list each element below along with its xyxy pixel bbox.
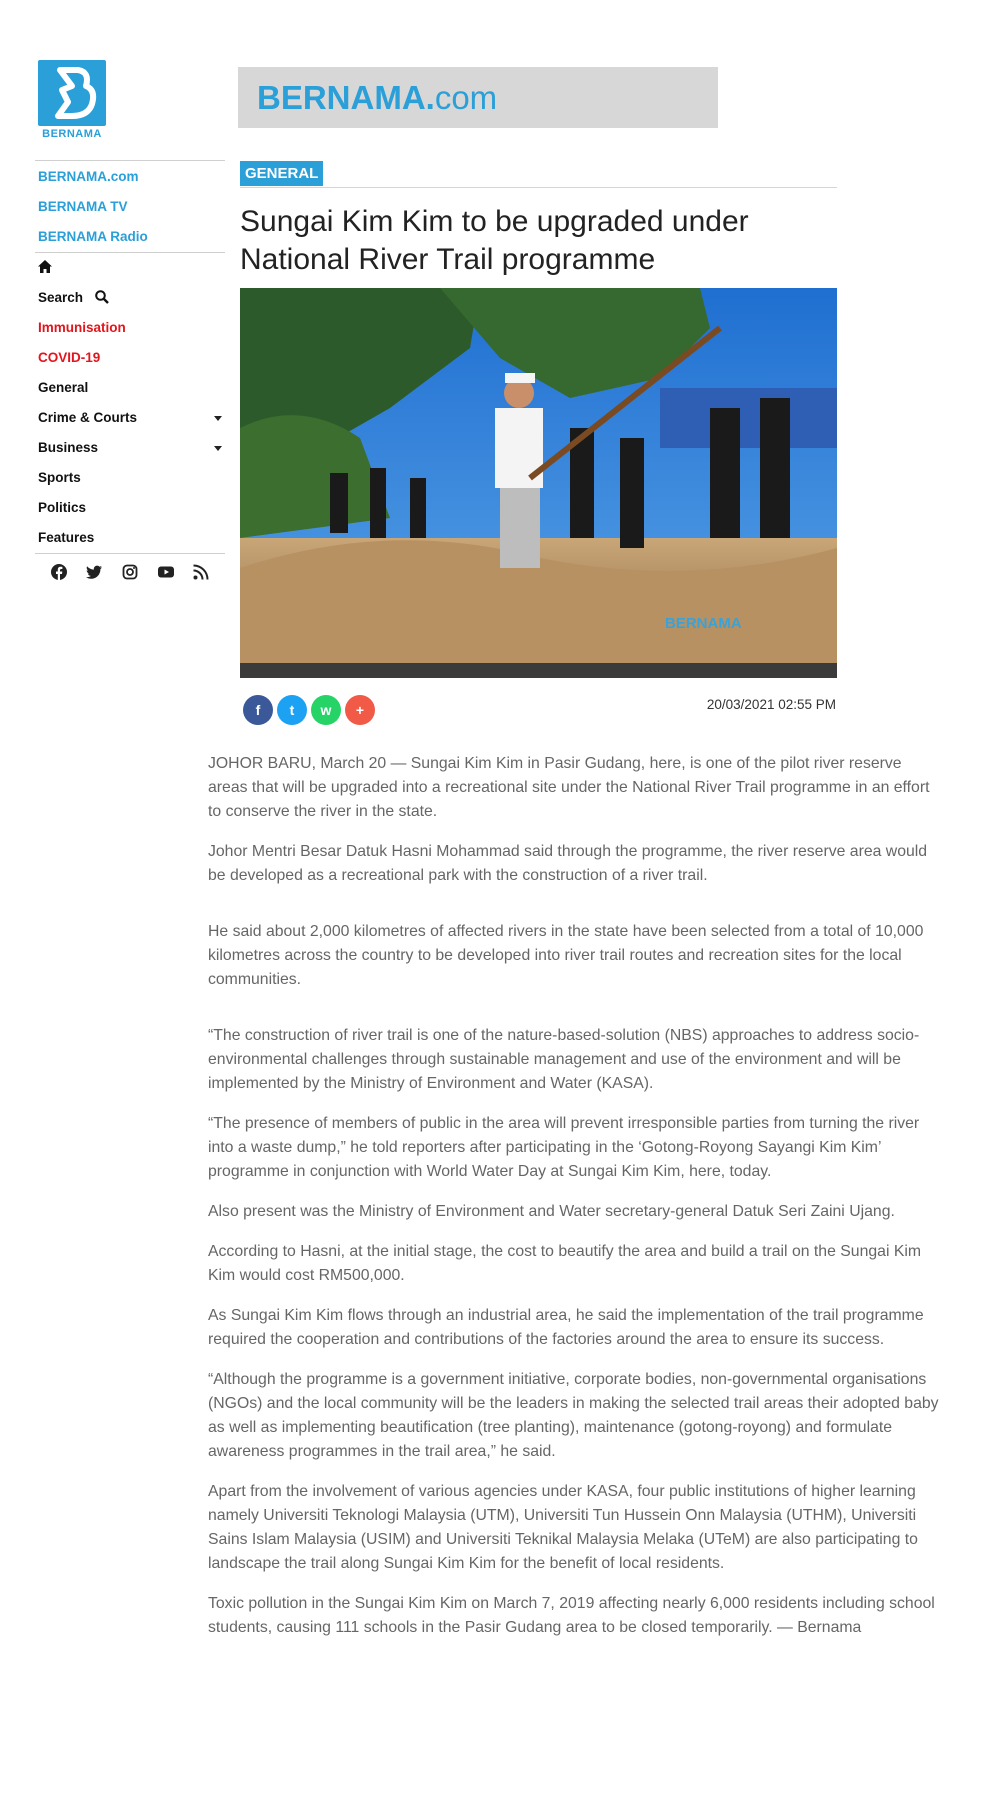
menu-item-politics[interactable] [35,493,225,523]
menu-item-immunisation[interactable] [35,313,225,343]
twitter-icon[interactable] [86,564,102,585]
search-link[interactable] [35,283,225,313]
article-paragraph: As Sungai Kim Kim flows through an industrial area, he said the implementation of the trail programme required the cooperation and contributions of the factories around the area to ensure its success. [208,1307,924,1348]
menu-item-general[interactable] [35,373,225,403]
twitter-icon: t [289,702,295,718]
article-paragraph: Apart from the involvement of various agencies under KASA, four public institutions of higher learning namely Universiti Teknologi Malaysia (UTM), Universiti Tun Hussein Onn Malaysia (UTHM), Universiti Sains Islam Malaysia (USIM) and Universiti Teknikal Malaysia Melaka (UTeM) are also participating to landscape the trail along Sungai Kim Kim for the benefit of local residents. [208,1483,918,1572]
article-title: Sungai Kim Kim to be upgraded under National River Trail programme [240,205,749,276]
article-paragraph: “The construction of river trail is one of the nature-based-solution (NBS) approaches to address socio-environmental challenges through sustainable management and use of the environment and will be implemented by the Ministry of Environment and Water (KASA). [208,1027,920,1092]
twitter-share-button[interactable] [277,695,307,725]
link-bernama-radio[interactable]: BERNAMA Radio [38,229,148,244]
menu-item-features[interactable] [35,523,225,553]
facebook-icon: f [255,702,261,718]
menu-item-label: General [38,380,89,395]
publish-date: 20/03/2021 02:55 PM [706,697,836,712]
home-link[interactable] [35,253,225,283]
menu-item-label: Business [38,440,99,455]
article-photo [240,288,837,678]
plus-icon: + [355,702,365,718]
menu-item-label: COVID-19 [38,350,101,365]
menu-item-label: Features [38,530,95,545]
link-bernama-com[interactable]: BERNAMA.com [38,169,139,184]
plus-share-button[interactable] [345,695,375,725]
menu-item-crime-courts[interactable] [35,403,225,433]
whatsapp-share-button[interactable] [311,695,341,725]
social-links [35,554,225,585]
article-paragraph: JOHOR BARU, March 20 — Sungai Kim Kim in Pasir Gudang, here, is one of the pilot river reserve areas that will be upgraded into a recreational site under the National River Trail programme in an effort to conserve the river in the state. [208,755,930,820]
menu-item-label: Immunisation [38,320,126,335]
category-badge[interactable]: GENERAL [240,161,323,186]
article-paragraph: “The presence of members of public in the area will prevent irresponsible parties from turning the river into a waste dump,” he told reporters after participating in the ‘Gotong-Royong Sayangi Kim Kim’ programme in conjunction with World Water Day at Sungai Kim Kim, here, today. [208,1115,920,1180]
facebook-icon[interactable] [51,564,67,585]
article-paragraph: He said about 2,000 kilometres of affected rivers in the state have been selected from a total of 10,000 kilometres across the country to be developed into river trail routes and recreation sites for the local communities. [208,923,924,988]
instagram-icon[interactable] [122,564,138,585]
search-icon [95,290,109,304]
rss-icon[interactable] [193,564,209,585]
article-paragraph: “Although the programme is a government initiative, corporate bodies, non-governmental organisations (NGOs) and the local community will be the leaders in making the selected trail areas their adopted baby as well as implementing beautification (tree planting), maintenance (gotong-royong) and formulate awareness programmes in the trail area,” he said. [208,1371,939,1460]
home-icon [38,260,52,273]
article-paragraph: Also present was the Ministry of Environment and Water secretary-general Datuk Seri Zaini Ujang. [208,1203,895,1220]
article-body [208,752,943,1656]
chevron-down-icon[interactable] [214,416,222,421]
article-paragraph: According to Hasni, at the initial stage, the cost to beautify the area and build a trail on the Sungai Kim Kim would cost RM500,000. [208,1243,922,1284]
logo-text: BERNAMA [42,128,102,140]
chevron-down-icon[interactable] [214,446,222,451]
article-paragraph: Johor Mentri Besar Datuk Hasni Mohammad said through the programme, the river reserve area would be developed as a recreational park with the construction of a river trail. [208,843,928,884]
logo-mark [38,60,106,126]
menu-item-sports[interactable] [35,463,225,493]
menu-item-label: Sports [38,470,81,485]
search-label: Search [38,290,84,305]
youtube-icon[interactable] [158,564,174,585]
banner-ad[interactable] [238,67,718,128]
menu-item-business[interactable] [35,433,225,463]
banner-text: BERNAMA.com [257,79,498,116]
facebook-share-button[interactable] [243,695,273,725]
menu-item-label: Crime & Courts [38,410,138,425]
bernama-logo[interactable] [38,60,106,144]
menu-item-covid-19[interactable] [35,343,225,373]
category-divider [240,187,837,188]
sidebar [35,60,225,585]
menu-item-label: Politics [38,500,87,515]
share-buttons [243,695,375,725]
link-bernama-tv[interactable]: BERNAMA TV [38,199,128,214]
whatsapp-icon: w [320,702,332,718]
article-paragraph: Toxic pollution in the Sungai Kim Kim on March 7, 2019 affecting nearly 6,000 residents including school students, causing 111 schools in the Pasir Gudang area to be closed temporarily. — Bernama [208,1595,935,1636]
photo-watermark: BERNAMA [665,615,742,632]
